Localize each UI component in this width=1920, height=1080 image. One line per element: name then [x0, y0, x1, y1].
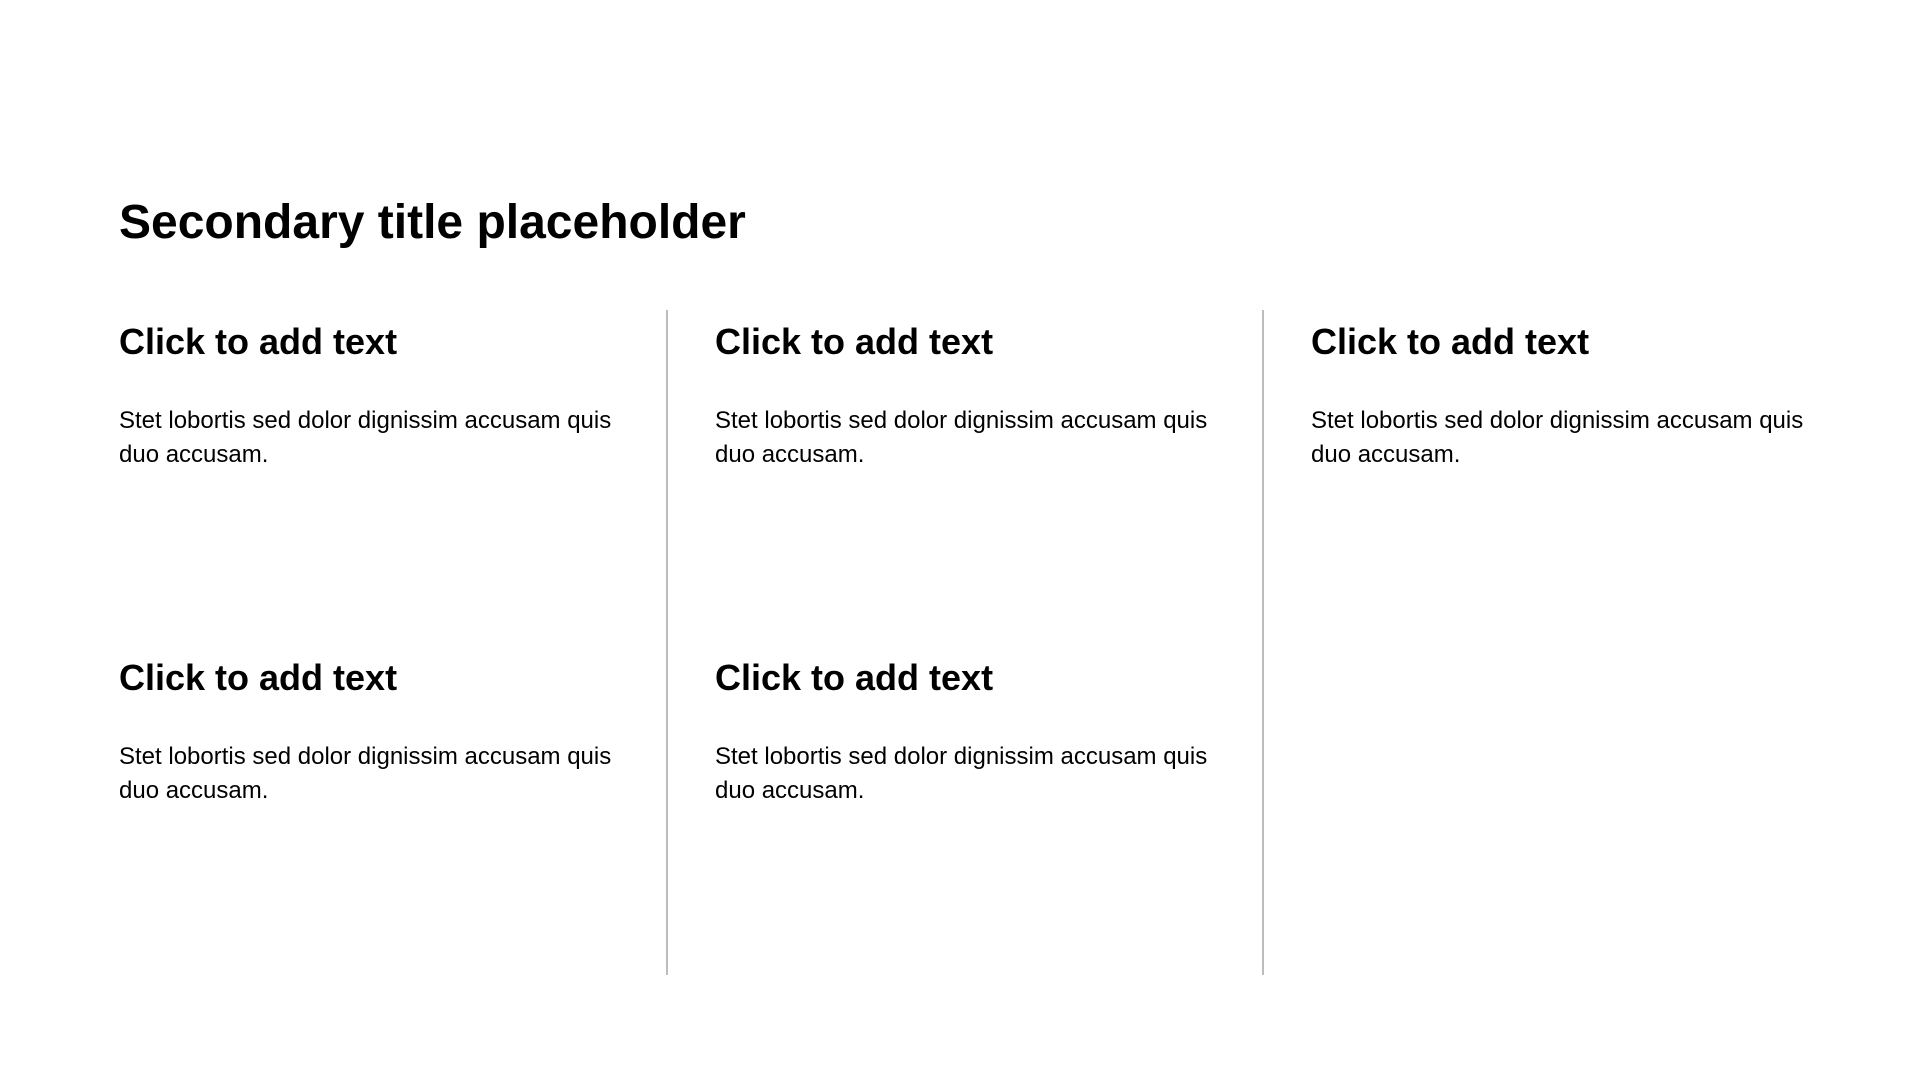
text-block-3 — [1311, 320, 1831, 472]
slide-title[interactable]: Secondary title placeholder — [119, 196, 746, 249]
text-block-heading[interactable]: Click to add text — [1311, 321, 1590, 362]
text-block-heading[interactable]: Click to add text — [119, 321, 398, 362]
text-block-heading[interactable]: Click to add text — [715, 657, 994, 698]
text-block-body[interactable]: Stet lobortis sed dolor dignissim accusam quis duo accusam. — [715, 407, 1208, 468]
column-divider-right — [1262, 310, 1264, 975]
text-block-heading[interactable]: Click to add text — [119, 657, 398, 698]
text-block-5 — [715, 656, 1235, 808]
text-block-body[interactable]: Stet lobortis sed dolor dignissim accusam quis duo accusam. — [119, 743, 612, 804]
text-block-1 — [119, 320, 639, 472]
text-block-heading[interactable]: Click to add text — [715, 321, 994, 362]
text-block-body[interactable]: Stet lobortis sed dolor dignissim accusam quis duo accusam. — [715, 743, 1208, 804]
text-block-body[interactable]: Stet lobortis sed dolor dignissim accusam quis duo accusam. — [1311, 407, 1804, 468]
text-block-4 — [119, 656, 639, 808]
text-block-body[interactable]: Stet lobortis sed dolor dignissim accusam quis duo accusam. — [119, 407, 612, 468]
text-block-2 — [715, 320, 1235, 472]
column-divider-left — [666, 310, 668, 975]
